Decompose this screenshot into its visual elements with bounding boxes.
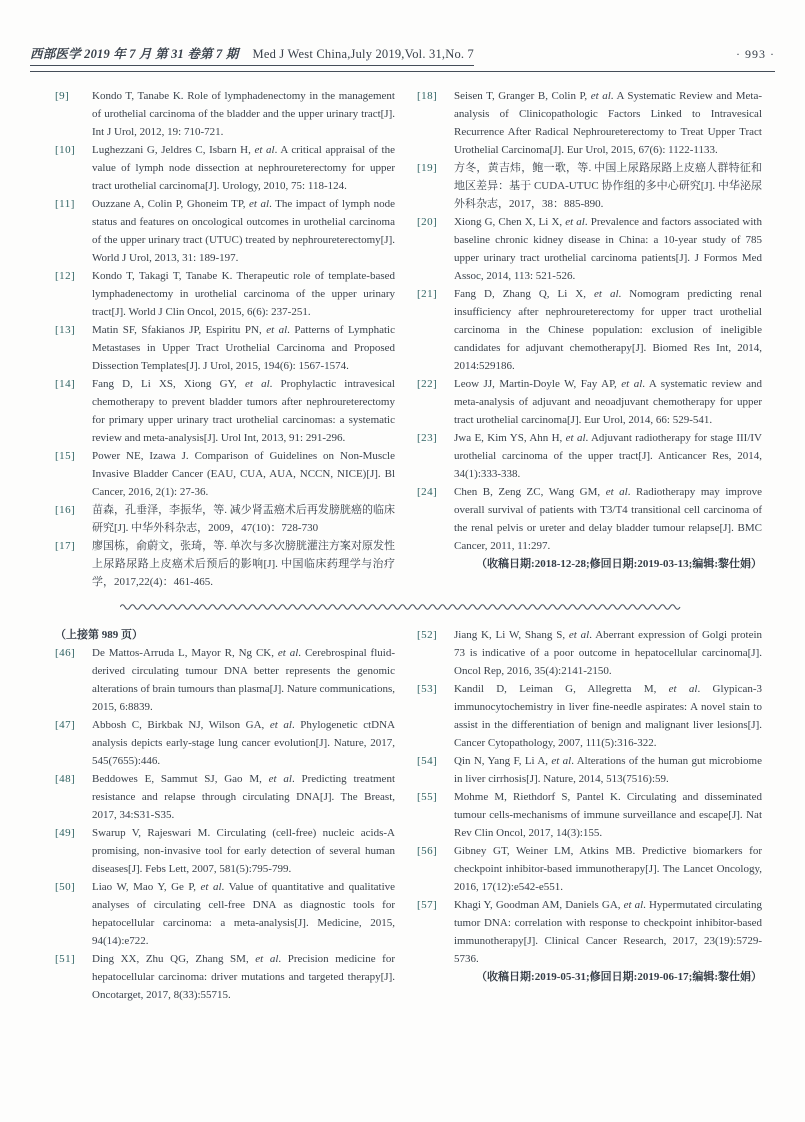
reference-number: [46] — [55, 647, 76, 659]
reference-item — [417, 752, 762, 788]
reference-text: Kandil D, Leiman G, Allegretta M, et al. Glypican-3 immunocytochemistry in liver fine-needle aspirates: A novel stain to assist in the differentiation of benign and malignant liver lesions[J]. Cancer Cytopathology, 2007, 111(5):316-322. — [454, 683, 763, 749]
reference-text: Ding XX, Zhu QG, Zhang SM, et al. Precision medicine for hepatocellular carcinoma: driver mutations and targeted therapy[J]. Oncotarget, 2017, 8(33):55715. — [92, 953, 395, 1001]
reference-number: [55] — [417, 791, 438, 803]
reference-item — [417, 680, 762, 752]
reference-item — [417, 626, 762, 680]
reference-item — [417, 375, 762, 429]
reference-text: Kondo T, Tanabe K. Role of lymphadenectomy in the management of urothelial carcinoma of the bladder and the upper urinary tract[J]. Int J Urol, 2012, 19: 710-721. — [92, 90, 395, 138]
reference-number: [23] — [417, 432, 438, 444]
reference-item — [417, 483, 762, 555]
reference-text: Lughezzani G, Jeldres C, Isbarn H, et al. A critical appraisal of the value of lymph node dissection at nephroureterectomy for upper tract urothelial carcinoma[J]. Urology, 2010, 75: 118-124. — [92, 144, 395, 192]
references-column-right-2 — [417, 626, 762, 1004]
reference-item — [417, 842, 762, 896]
reference-item — [55, 537, 395, 591]
reference-text: Mohme M, Riethdorf S, Pantel K. Circulating and disseminated tumour cells-mechanisms of immune surveillance and escape[J]. Nat Rev Clin Oncol, 2017, 14(3):155. — [454, 791, 762, 839]
reference-number: [20] — [417, 216, 438, 228]
page-number: · 993 · — [736, 47, 775, 61]
reference-item — [417, 159, 762, 213]
reference-number: [16] — [55, 504, 76, 516]
reference-text: Matin SF, Sfakianos JP, Espiritu PN, et al. Patterns of Lymphatic Metastases in Upper Tract Urothelial Carcinoma and Proposed Dissection Templates[J]. J Urol, 2015, 194(6): 1567-1574. — [92, 324, 395, 372]
reference-text: Xiong G, Chen X, Li X, et al. Prevalence and factors associated with baseline chronic kidney disease in China: a 10-year study of 785 upper urinary tract urothelial carcinoma patients[J]. J Formos Med Assoc, 2014, 113: 521-526. — [454, 216, 762, 282]
reference-number: [22] — [417, 378, 438, 390]
reference-item — [55, 644, 395, 716]
reference-text: Chen B, Zeng ZC, Wang GM, et al. Radiotherapy may improve overall survival of patients with T3/T4 transitional cell carcinoma of the renal pelvis or ureter and delay bladder tumour relapse[J]. BMC Cancer, 2011, 11:297. — [454, 486, 762, 552]
reference-text: Khagi Y, Goodman AM, Daniels GA, et al. Hypermutated circulating tumor DNA: correlation with response to checkpoint inhibitor-based immunotherapy[J]. Clinical Cancer Research, 2017, 23(19):5729-5736. — [454, 899, 762, 965]
reference-item — [417, 285, 762, 375]
references-column-right-1 — [417, 87, 762, 591]
reference-number: [21] — [417, 288, 438, 300]
reference-number: [13] — [55, 324, 76, 336]
reference-item — [55, 375, 395, 447]
reference-item — [417, 788, 762, 842]
reference-number: [54] — [417, 755, 438, 767]
reference-number: [57] — [417, 899, 438, 911]
reference-text: Fang D, Li XS, Xiong GY, et al. Prophylactic intravesical chemotherapy to prevent bladder tumors after nephroureterectomy for primary upper urinary tract urothelial carcinomas: a systematic review and meta-analysis[J]. Urol Int, 2013, 91: 291-296. — [92, 378, 395, 444]
reference-text: Liao W, Mao Y, Ge P, et al. Value of quantitative and qualitative analyses of circulating cell-free DNA as diagnostic tools for hepatocellular carcinoma: a meta-analysis[J]. Medicine, 2015, 94(14):e722. — [92, 881, 396, 947]
wavy-line-icon — [120, 603, 685, 611]
reference-number: [52] — [417, 629, 438, 641]
reference-item — [417, 213, 762, 285]
reference-number: [53] — [417, 683, 438, 695]
reference-item — [55, 770, 395, 824]
reference-item — [55, 267, 395, 321]
reference-text: Seisen T, Granger B, Colin P, et al. A Systematic Review and Meta-analysis of Clinicopathologic Factors Linked to Intravesical Recurrence After Radical Nephroureterectomy to Treat Upper Tract Urothelial Carcinoma[J]. Eur Urol, 2015, 67(6): 1122-1133. — [454, 90, 762, 156]
reference-number: [14] — [55, 378, 76, 390]
reference-number: [48] — [55, 773, 76, 785]
reference-number: [18] — [417, 90, 438, 102]
reference-text: Qin N, Yang F, Li A, et al. Alterations of the human gut microbiome in liver cirrhosis[J]. Nature, 2014, 513(7516):59. — [454, 755, 762, 785]
reference-number: [50] — [55, 881, 76, 893]
header-rule — [30, 71, 775, 72]
reference-text: De Mattos-Arruda L, Mayor R, Ng CK, et al. Cerebrospinal fluid-derived circulating tumour DNA better represents the genomic alterations of brain tumours than plasma[J]. Nature communications, 2015, 6:8839. — [92, 647, 395, 713]
reference-number: [10] — [55, 144, 76, 156]
reference-item — [417, 87, 762, 159]
reference-text: 苗森，孔垂泽，李振华，等. 减少肾盂癌术后再发膀胱癌的临床研究[J]. 中华外科杂志，2009，47(10)：728-730 — [92, 504, 395, 534]
reference-item — [55, 87, 395, 141]
reference-number: [9] — [55, 90, 70, 102]
references-column-left-2 — [55, 626, 395, 1004]
reference-item — [417, 429, 762, 483]
reference-text: Fang D, Zhang Q, Li X, et al. Nomogram predicting renal insufficiency after nephroureterectomy for upper tract urothelial carcinoma in the Chinese population: exclusion of ineligible candidates for adjuvant chemotherapy[J]. Biomed Res Int, 2014, 2014:529186. — [454, 288, 762, 372]
references-list-right-1 — [417, 87, 762, 555]
journal-title-en: Med J West China,July 2019,Vol. 31,No. 7 — [252, 47, 475, 61]
reference-text: Abbosh C, Birkbak NJ, Wilson GA, et al. Phylogenetic ctDNA analysis depicts early-stage lung cancer evolution[J]. Nature, 2017, 545(7655):446. — [92, 719, 396, 767]
reference-text: Beddowes E, Sammut SJ, Gao M, et al. Predicting treatment resistance and relapse through circulating DNA[J]. The Breast, 2017, 34:S31-S35. — [92, 773, 395, 821]
reference-item — [55, 501, 395, 537]
reference-number: [49] — [55, 827, 76, 839]
reference-number: [56] — [417, 845, 438, 857]
wavy-divider — [120, 603, 685, 611]
reference-item — [55, 321, 395, 375]
page-header — [30, 44, 775, 66]
reference-item — [55, 141, 395, 195]
reference-text: Jiang K, Li W, Shang S, et al. Aberrant expression of Golgi protein 73 is indicative of a poor outcome in hepatocellular carcinoma[J]. Oncol Rep, 2016, 35(4):2141-2150. — [454, 629, 763, 677]
references-section-1 — [55, 87, 775, 591]
reference-text: Ouzzane A, Colin P, Ghoneim TP, et al. The impact of lymph node status and features on oncological outcomes in urothelial carcinoma of the upper urinary tract (UTUC) treated by nephroureterectomy[J]. World J Urol, 2013, 31: 189-197. — [92, 198, 396, 264]
reference-number: [15] — [55, 450, 76, 462]
reference-item — [55, 716, 395, 770]
reference-number: [24] — [417, 486, 438, 498]
reference-text: Kondo T, Takagi T, Tanabe K. Therapeutic role of template-based lymphadenectomy in urothelial carcinoma of the upper urinary tract[J]. World J Clin Oncol, 2015, 6(6): 237-251. — [92, 270, 395, 318]
reference-number: [17] — [55, 540, 76, 552]
reference-number: [19] — [417, 162, 438, 174]
reference-number: [51] — [55, 953, 76, 965]
references-column-left-1 — [55, 87, 395, 591]
references-section-2 — [55, 626, 775, 1004]
reference-item — [417, 896, 762, 968]
reference-text: 方冬，黄吉炜，鲍一歌，等. 中国上尿路尿路上皮癌人群特征和地区差异：基于 CUDA-UTUC 协作组的多中心研究[J]. 中华泌尿外科杂志，2017，38：885-890. — [454, 162, 762, 210]
reference-text: Leow JJ, Martin-Doyle W, Fay AP, et al. A systematic review and meta-analysis of adjuvant and neoadjuvant chemotherapy for upper tract urothelial carcinoma[J]. Eur Urol, 2014, 66: 529-541. — [454, 378, 762, 426]
reference-item — [55, 195, 395, 267]
reference-number: [47] — [55, 719, 76, 731]
reference-item — [55, 447, 395, 501]
continuation-note: （上接第 989 页） — [55, 629, 143, 641]
reference-item — [55, 950, 395, 1004]
reference-number: [11] — [55, 198, 75, 210]
reference-text: Power NE, Izawa J. Comparison of Guidelines on Non-Muscle Invasive Bladder Cancer (EAU, CUA, AUA, NCCN, NICE)[J]. Bl Cancer, 2016, 2(1): 27-36. — [92, 450, 395, 498]
reference-text: Gibney GT, Weiner LM, Atkins MB. Predictive biomarkers for checkpoint inhibitor-based immunotherapy[J]. The Lancet Oncology, 2016, 17(12):e542-e551. — [454, 845, 762, 893]
received-date-note-1: （收稿日期:2018-12-28;修回日期:2019-03-13;编辑:黎仕娟） — [476, 558, 762, 570]
journal-title-cn: 西部医学 2019 年 7 月 第 31 卷第 7 期 — [30, 47, 239, 61]
reference-text: 廖国栋，俞蔚文，张琦，等. 单次与多次膀胱灌注方案对原发性上尿路尿路上皮癌术后预后的影响[J]. 中国临床药理学与治疗学，2017,22(4)：461-465. — [92, 540, 395, 588]
references-list-right-2 — [417, 626, 762, 968]
journal-title — [30, 44, 474, 66]
reference-text: Jwa E, Kim YS, Ahn H, et al. Adjuvant radiotherapy for stage III/IV urothelial carcinoma of the upper tract[J]. Anticancer Res, 2014, 34(1):333-338. — [454, 432, 762, 480]
reference-item — [55, 878, 395, 950]
reference-item — [55, 824, 395, 878]
reference-number: [12] — [55, 270, 76, 282]
references-list-left-2 — [55, 644, 395, 1004]
received-date-note-2: （收稿日期:2019-05-31;修回日期:2019-06-17;编辑:黎仕娟） — [476, 971, 762, 983]
reference-text: Swarup V, Rajeswari M. Circulating (cell-free) nucleic acids-A promising, non-invasive tool for early detection of several human diseases[J]. Febs Lett, 2007, 581(5):795-799. — [92, 827, 395, 875]
